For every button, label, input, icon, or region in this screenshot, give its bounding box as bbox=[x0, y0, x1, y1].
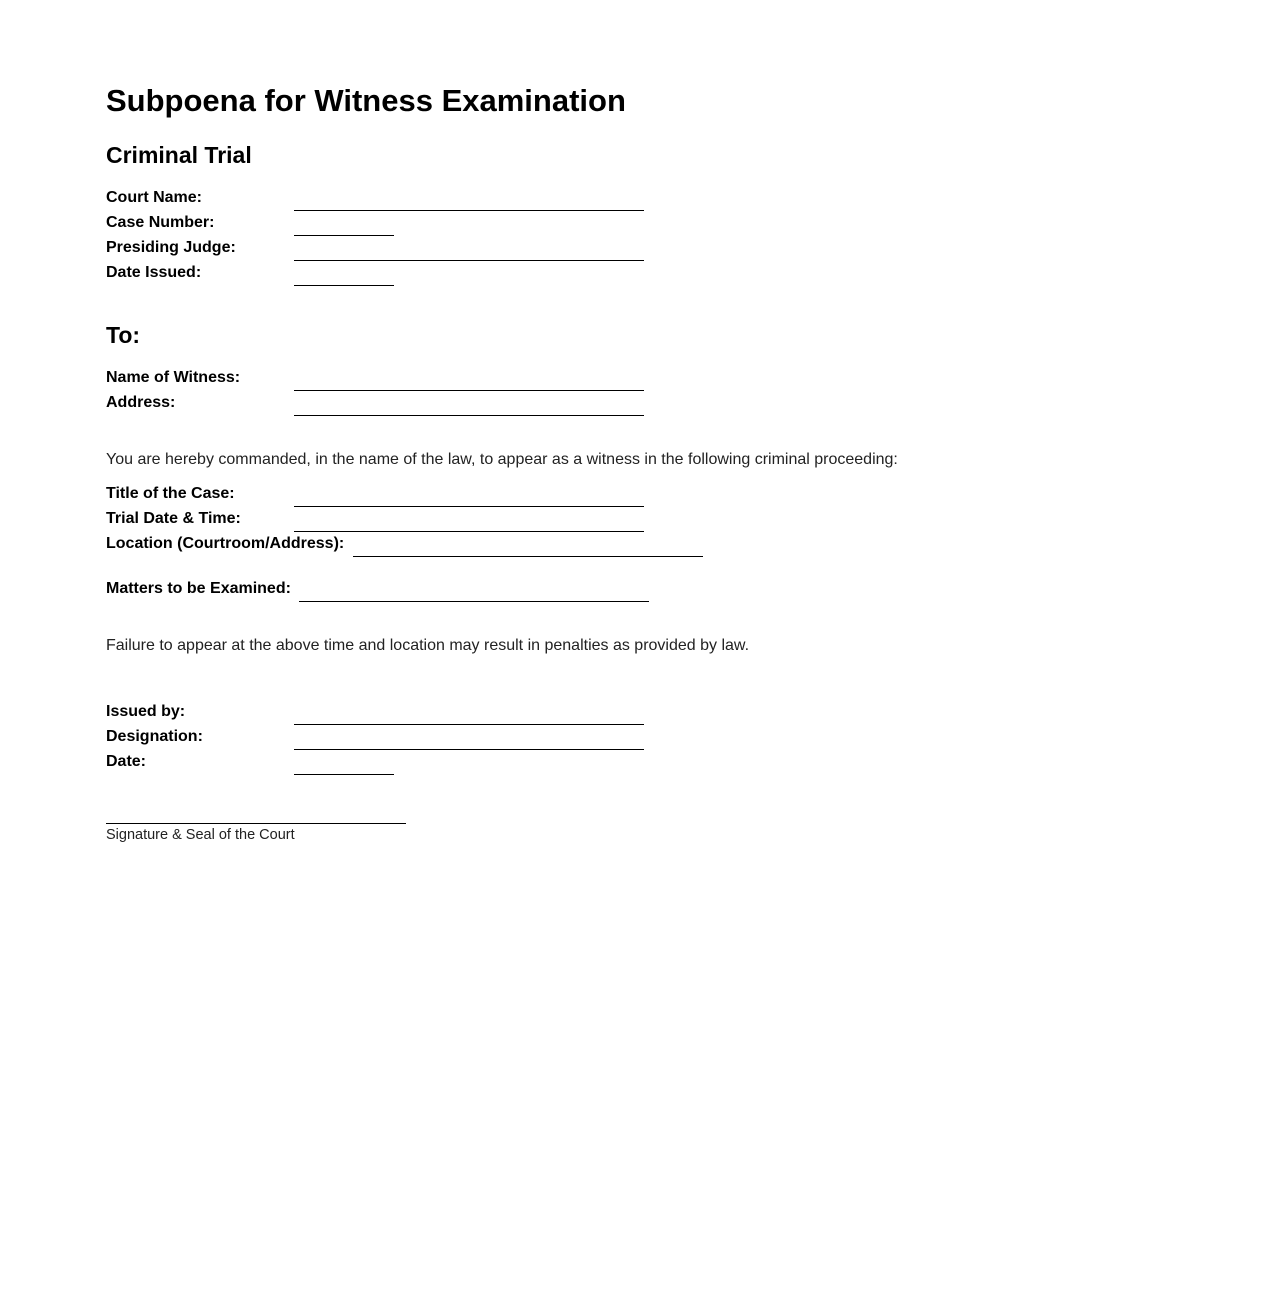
presiding-judge-label: Presiding Judge: bbox=[106, 239, 236, 256]
signature-caption: Signature & Seal of the Court bbox=[106, 827, 295, 843]
issued-by-label: Issued by: bbox=[106, 703, 186, 720]
date-issued-label: Date Issued: bbox=[106, 264, 202, 281]
matters-field[interactable] bbox=[299, 601, 649, 602]
trial-date-label: Trial Date & Time: bbox=[106, 510, 241, 527]
to-heading: To: bbox=[106, 322, 141, 348]
trial-date-field[interactable] bbox=[294, 531, 644, 532]
presiding-judge-field[interactable] bbox=[294, 260, 644, 261]
location-field[interactable] bbox=[353, 556, 703, 557]
witness-name-label: Name of Witness: bbox=[106, 369, 241, 386]
date-issued-field[interactable] bbox=[294, 285, 394, 286]
document-title: Subpoena for Witness Examination bbox=[106, 83, 626, 118]
date-label: Date: bbox=[106, 753, 147, 770]
case-title-field[interactable] bbox=[294, 506, 644, 507]
location-label: Location (Courtroom/Address): bbox=[106, 535, 345, 552]
witness-name-field[interactable] bbox=[294, 390, 644, 391]
document-subtitle: Criminal Trial bbox=[106, 142, 252, 168]
issued-by-field[interactable] bbox=[294, 724, 644, 725]
court-name-label: Court Name: bbox=[106, 189, 203, 206]
date-field[interactable] bbox=[294, 774, 394, 775]
command-text: You are hereby commanded, in the name of the law, to appear as a witness in the following criminal proceeding: bbox=[106, 451, 898, 468]
address-field[interactable] bbox=[294, 415, 644, 416]
designation-field[interactable] bbox=[294, 749, 644, 750]
signature-line[interactable] bbox=[106, 823, 406, 824]
case-title-label: Title of the Case: bbox=[106, 485, 235, 502]
address-label: Address: bbox=[106, 394, 176, 411]
matters-label: Matters to be Examined: bbox=[106, 580, 291, 597]
penalty-text: Failure to appear at the above time and location may result in penalties as provided by law. bbox=[106, 637, 750, 654]
court-name-field[interactable] bbox=[294, 210, 644, 211]
designation-label: Designation: bbox=[106, 728, 203, 745]
case-number-label: Case Number: bbox=[106, 214, 215, 231]
case-number-field[interactable] bbox=[294, 235, 394, 236]
